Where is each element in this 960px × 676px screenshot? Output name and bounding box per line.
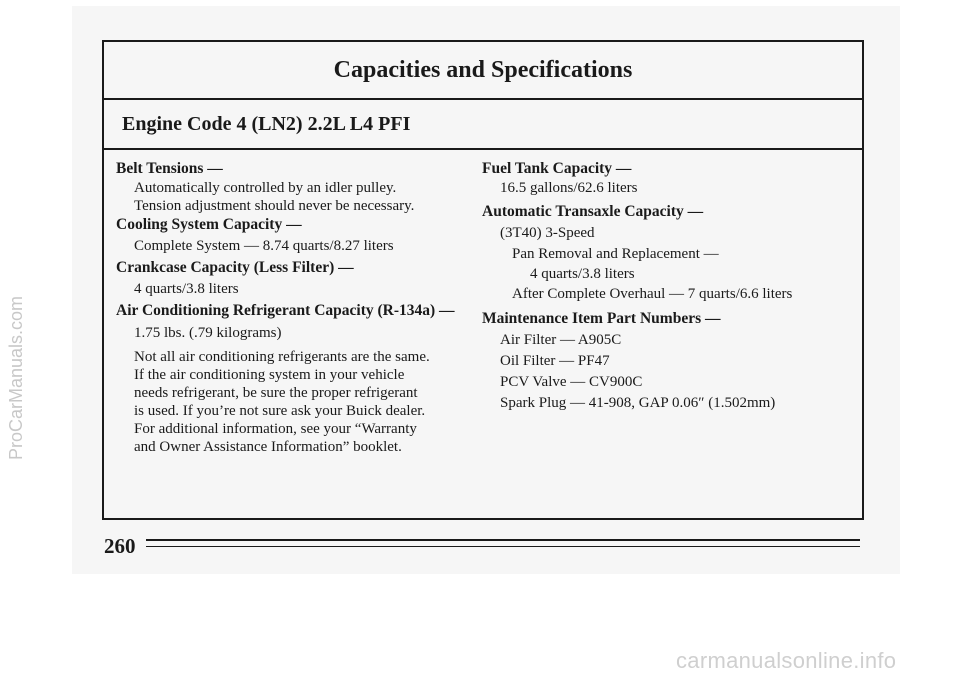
footer-rule	[146, 546, 860, 547]
transaxle-heading: Automatic Transaxle Capacity —	[482, 203, 704, 220]
ac-note-line: is used. If you’re not sure ask your Buick dealer.	[134, 403, 426, 419]
belt-tensions-line: Tension adjustment should never be necessary.	[134, 198, 415, 214]
left-column	[116, 150, 476, 456]
maintenance-part-line: PCV Valve — CV900C	[500, 374, 643, 390]
maintenance-part-line: Spark Plug — 41-908, GAP 0.06″ (1.502mm)	[500, 395, 776, 411]
ac-note-line: For additional information, see your “Warranty	[134, 421, 417, 437]
engine-subtitle: Engine Code 4 (LN2) 2.2L L4 PFI	[104, 100, 862, 150]
belt-tensions-line: Automatically controlled by an idler pulley.	[134, 180, 397, 196]
maintenance-part-line: Air Filter — A905C	[500, 332, 622, 348]
ac-refrigerant-line: 1.75 lbs. (.79 kilograms)	[134, 325, 282, 341]
watermark-text: ProCarManuals.com	[6, 295, 26, 460]
transaxle-line: Pan Removal and Replacement —	[512, 246, 719, 262]
specs-frame	[102, 40, 864, 520]
page-title: Capacities and Specifications	[104, 42, 862, 100]
side-watermark	[6, 295, 26, 476]
ac-note-line: Not all air conditioning refrigerants are the same.	[134, 349, 430, 365]
crankcase-line: 4 quarts/3.8 liters	[134, 281, 239, 297]
cooling-line: Complete System — 8.74 quarts/8.27 liters	[134, 238, 394, 254]
ac-note-line: and Owner Assistance Information” booklet.	[134, 439, 402, 455]
fuel-tank-line: 16.5 gallons/62.6 liters	[500, 180, 638, 196]
site-footer-watermark: carmanualsonline.info	[676, 648, 897, 673]
transaxle-line: (3T40) 3-Speed	[500, 225, 595, 241]
ac-note-line: If the air conditioning system in your vehicle	[134, 367, 405, 383]
crankcase-heading: Crankcase Capacity (Less Filter) —	[116, 259, 354, 276]
maintenance-parts-heading: Maintenance Item Part Numbers —	[482, 310, 721, 327]
transaxle-line: 4 quarts/3.8 liters	[530, 266, 635, 282]
fuel-tank-heading: Fuel Tank Capacity —	[482, 160, 632, 177]
ac-refrigerant-heading: Air Conditioning Refrigerant Capacity (R-134a) —	[116, 302, 455, 319]
footer-rule	[146, 539, 860, 541]
cooling-heading: Cooling System Capacity —	[116, 216, 302, 233]
page-number: 260	[104, 534, 136, 558]
belt-tensions-heading: Belt Tensions —	[116, 160, 223, 177]
ac-note-line: needs refrigerant, be sure the proper refrigerant	[134, 385, 418, 401]
maintenance-part-line: Oil Filter — PF47	[500, 353, 610, 369]
right-column	[482, 150, 862, 412]
transaxle-line: After Complete Overhaul — 7 quarts/6.6 liters	[512, 286, 793, 302]
